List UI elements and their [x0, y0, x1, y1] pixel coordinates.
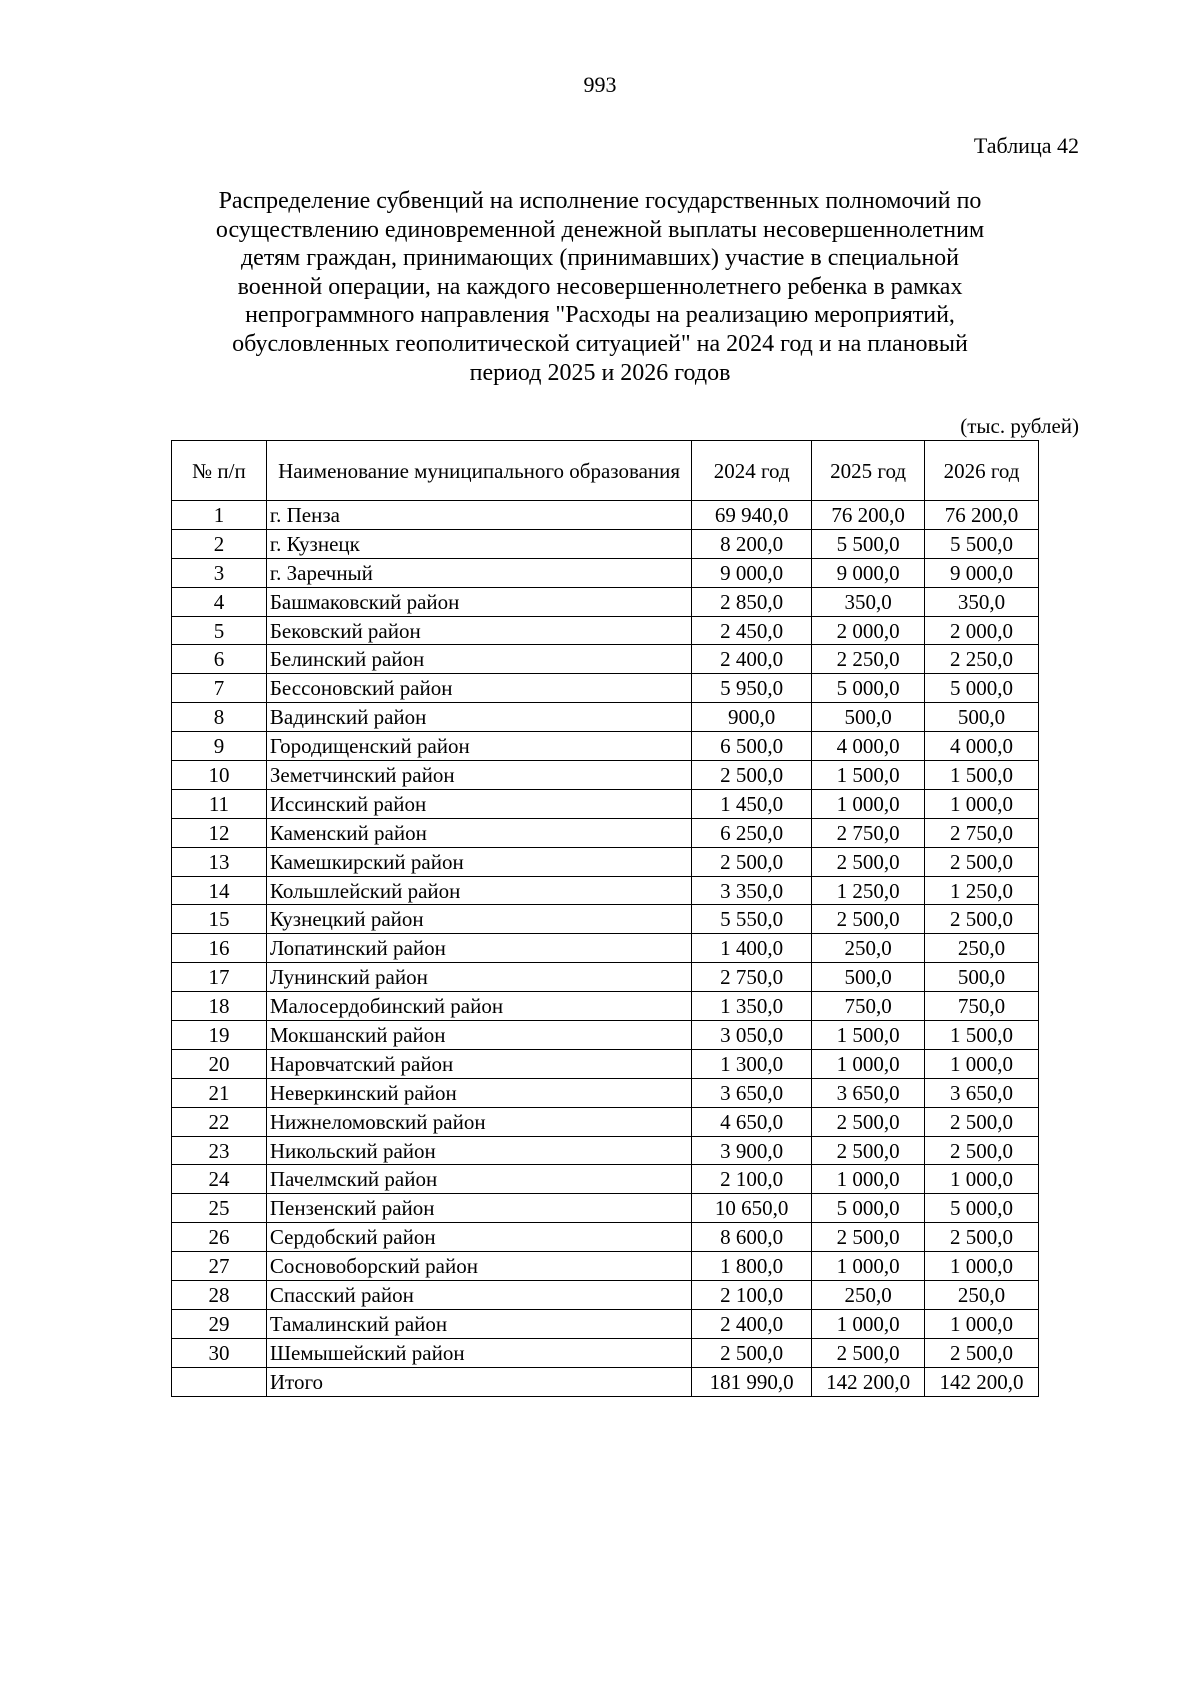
cell-name: Камешкирский район	[266, 847, 691, 876]
table-total-row	[172, 1367, 1039, 1396]
cell-2024: 6 250,0	[692, 818, 812, 847]
cell-2025: 250,0	[812, 934, 925, 963]
cell-2025: 250,0	[812, 1281, 925, 1310]
table-row	[172, 789, 1039, 818]
cell-num: 26	[172, 1223, 267, 1252]
cell-num: 8	[172, 703, 267, 732]
table-row	[172, 1194, 1039, 1223]
cell-num: 22	[172, 1107, 267, 1136]
cell-name: Лопатинский район	[266, 934, 691, 963]
title-line: детям граждан, принимающих (принимавших) участие в специальной	[240, 245, 960, 272]
table-row	[172, 1223, 1039, 1252]
cell-name: Неверкинский район	[266, 1078, 691, 1107]
cell-num: 3	[172, 558, 267, 587]
units-label: (тыс. рублей)	[960, 414, 1079, 438]
cell-2025: 2 500,0	[812, 905, 925, 934]
cell-num: 14	[172, 876, 267, 905]
cell-2024: 2 750,0	[692, 963, 812, 992]
cell-name: Вадинский район	[266, 703, 691, 732]
cell-name: Наровчатский район	[266, 1049, 691, 1078]
table-row	[172, 992, 1039, 1021]
cell-2024: 2 400,0	[692, 645, 812, 674]
cell-2024: 2 500,0	[692, 847, 812, 876]
cell-2026: 350,0	[925, 587, 1039, 616]
cell-2024: 3 650,0	[692, 1078, 812, 1107]
cell-2025: 750,0	[812, 992, 925, 1021]
cell-name: Лунинский район	[266, 963, 691, 992]
cell-2024: 1 450,0	[692, 789, 812, 818]
cell-2026: 4 000,0	[925, 732, 1039, 761]
cell-2026: 2 500,0	[925, 1136, 1039, 1165]
cell-name: Малосердобинский район	[266, 992, 691, 1021]
cell-num: 21	[172, 1078, 267, 1107]
cell-2025: 5 000,0	[812, 1194, 925, 1223]
document-title	[130, 187, 1070, 387]
cell-name: Пензенский район	[266, 1194, 691, 1223]
cell-2025: 2 000,0	[812, 616, 925, 645]
subvention-table	[171, 440, 1039, 1397]
cell-2024: 10 650,0	[692, 1194, 812, 1223]
cell-name: Тамалинский район	[266, 1309, 691, 1338]
cell-2024: 9 000,0	[692, 558, 812, 587]
cell-num: 30	[172, 1338, 267, 1367]
cell-name: Каменский район	[266, 818, 691, 847]
cell-num: 11	[172, 789, 267, 818]
cell-name: Иссинский район	[266, 789, 691, 818]
cell-2024: 3 900,0	[692, 1136, 812, 1165]
cell-2025: 2 500,0	[812, 1223, 925, 1252]
cell-2026: 1 000,0	[925, 1309, 1039, 1338]
cell-2025: 142 200,0	[812, 1367, 925, 1396]
cell-2026: 2 500,0	[925, 905, 1039, 934]
cell-num	[172, 1367, 267, 1396]
cell-name: Спасский район	[266, 1281, 691, 1310]
table-body	[172, 501, 1039, 1397]
cell-2026: 2 250,0	[925, 645, 1039, 674]
header-2024: 2024 год	[692, 441, 812, 501]
cell-num: 7	[172, 674, 267, 703]
cell-name: Итого	[266, 1367, 691, 1396]
cell-2025: 2 750,0	[812, 818, 925, 847]
cell-2024: 2 850,0	[692, 587, 812, 616]
cell-2026: 76 200,0	[925, 501, 1039, 530]
table-row	[172, 558, 1039, 587]
cell-2025: 1 000,0	[812, 1049, 925, 1078]
table-row	[172, 1049, 1039, 1078]
cell-2026: 3 650,0	[925, 1078, 1039, 1107]
cell-2025: 1 000,0	[812, 1252, 925, 1281]
cell-2026: 1 000,0	[925, 1165, 1039, 1194]
cell-2025: 1 500,0	[812, 761, 925, 790]
cell-num: 24	[172, 1165, 267, 1194]
table-row	[172, 818, 1039, 847]
cell-2025: 3 650,0	[812, 1078, 925, 1107]
cell-num: 16	[172, 934, 267, 963]
cell-num: 2	[172, 529, 267, 558]
cell-2024: 2 450,0	[692, 616, 812, 645]
cell-2026: 1 250,0	[925, 876, 1039, 905]
page-number: 993	[583, 72, 617, 97]
table-row	[172, 847, 1039, 876]
table-header-row	[172, 441, 1039, 501]
cell-2024: 3 350,0	[692, 876, 812, 905]
cell-num: 1	[172, 501, 267, 530]
cell-name: Земетчинский район	[266, 761, 691, 790]
cell-num: 19	[172, 1021, 267, 1050]
cell-2025: 2 500,0	[812, 1136, 925, 1165]
table-row	[172, 1021, 1039, 1050]
cell-num: 27	[172, 1252, 267, 1281]
table-row	[172, 645, 1039, 674]
title-line: обусловленных геополитической ситуацией" на 2024 год и на плановый	[232, 330, 968, 357]
table-row	[172, 1165, 1039, 1194]
cell-num: 15	[172, 905, 267, 934]
cell-num: 13	[172, 847, 267, 876]
cell-2024: 6 500,0	[692, 732, 812, 761]
table-row	[172, 703, 1039, 732]
header-2025: 2025 год	[812, 441, 925, 501]
cell-2026: 1 500,0	[925, 761, 1039, 790]
cell-num: 4	[172, 587, 267, 616]
table-row	[172, 963, 1039, 992]
cell-2025: 1 500,0	[812, 1021, 925, 1050]
cell-2025: 9 000,0	[812, 558, 925, 587]
cell-num: 5	[172, 616, 267, 645]
cell-2026: 2 500,0	[925, 1338, 1039, 1367]
table-row	[172, 529, 1039, 558]
cell-2025: 2 500,0	[812, 1107, 925, 1136]
table-row	[172, 1338, 1039, 1367]
table-row	[172, 1078, 1039, 1107]
cell-2024: 1 800,0	[692, 1252, 812, 1281]
cell-num: 6	[172, 645, 267, 674]
table-row	[172, 1309, 1039, 1338]
cell-2026: 1 500,0	[925, 1021, 1039, 1050]
title-line: непрограммного направления "Расходы на реализацию мероприятий,	[245, 302, 955, 329]
title-line: военной операции, на каждого несовершеннолетнего ребенка в рамках	[237, 273, 963, 300]
cell-2026: 5 500,0	[925, 529, 1039, 558]
cell-name: Пачелмский район	[266, 1165, 691, 1194]
cell-2025: 4 000,0	[812, 732, 925, 761]
cell-name: Бековский район	[266, 616, 691, 645]
cell-2026: 2 500,0	[925, 1107, 1039, 1136]
cell-name: Нижнеломовский район	[266, 1107, 691, 1136]
cell-2026: 1 000,0	[925, 789, 1039, 818]
cell-2024: 2 500,0	[692, 761, 812, 790]
cell-2024: 2 100,0	[692, 1281, 812, 1310]
table-row	[172, 934, 1039, 963]
cell-num: 20	[172, 1049, 267, 1078]
cell-num: 12	[172, 818, 267, 847]
cell-num: 23	[172, 1136, 267, 1165]
cell-num: 9	[172, 732, 267, 761]
cell-2024: 5 950,0	[692, 674, 812, 703]
title-line: Распределение субвенций на исполнение государственных полномочий по	[218, 188, 982, 214]
table-row	[172, 761, 1039, 790]
cell-name: г. Заречный	[266, 558, 691, 587]
cell-name: Башмаковский район	[266, 587, 691, 616]
cell-2026: 2 000,0	[925, 616, 1039, 645]
cell-2024: 69 940,0	[692, 501, 812, 530]
table-row	[172, 674, 1039, 703]
cell-2024: 1 400,0	[692, 934, 812, 963]
cell-name: Кузнецкий район	[266, 905, 691, 934]
cell-name: Бессоновский район	[266, 674, 691, 703]
cell-name: г. Кузнецк	[266, 529, 691, 558]
cell-2024: 4 650,0	[692, 1107, 812, 1136]
table-row	[172, 732, 1039, 761]
cell-2024: 3 050,0	[692, 1021, 812, 1050]
cell-2024: 2 500,0	[692, 1338, 812, 1367]
cell-name: Шемышейский район	[266, 1338, 691, 1367]
table-row	[172, 876, 1039, 905]
cell-num: 17	[172, 963, 267, 992]
cell-name: Никольский район	[266, 1136, 691, 1165]
cell-name: Белинский район	[266, 645, 691, 674]
cell-2026: 9 000,0	[925, 558, 1039, 587]
cell-name: Кольшлейский район	[266, 876, 691, 905]
cell-2025: 2 250,0	[812, 645, 925, 674]
table-row	[172, 1136, 1039, 1165]
cell-2025: 1 000,0	[812, 789, 925, 818]
header-num: № п/п	[172, 441, 267, 501]
table-row	[172, 905, 1039, 934]
table-row	[172, 616, 1039, 645]
table-row	[172, 501, 1039, 530]
cell-2026: 250,0	[925, 1281, 1039, 1310]
cell-2025: 1 000,0	[812, 1309, 925, 1338]
cell-2024: 8 600,0	[692, 1223, 812, 1252]
cell-2024: 5 550,0	[692, 905, 812, 934]
cell-2026: 250,0	[925, 934, 1039, 963]
cell-2026: 2 500,0	[925, 847, 1039, 876]
cell-2024: 8 200,0	[692, 529, 812, 558]
title-line: период 2025 и 2026 годов	[469, 359, 731, 386]
cell-2025: 5 000,0	[812, 674, 925, 703]
cell-2026: 500,0	[925, 963, 1039, 992]
table-row	[172, 1281, 1039, 1310]
cell-name: Сосновоборский район	[266, 1252, 691, 1281]
cell-2026: 500,0	[925, 703, 1039, 732]
cell-2025: 500,0	[812, 703, 925, 732]
cell-2024: 1 350,0	[692, 992, 812, 1021]
table-label: Таблица 42	[973, 133, 1079, 158]
cell-name: г. Пенза	[266, 501, 691, 530]
cell-num: 10	[172, 761, 267, 790]
cell-num: 28	[172, 1281, 267, 1310]
cell-name: Мокшанский район	[266, 1021, 691, 1050]
title-line: осуществлению единовременной денежной выплаты несовершеннолетним	[215, 216, 985, 243]
cell-2026: 750,0	[925, 992, 1039, 1021]
cell-2026: 2 500,0	[925, 1223, 1039, 1252]
cell-name: Сердобский район	[266, 1223, 691, 1252]
cell-2026: 1 000,0	[925, 1049, 1039, 1078]
table-row	[172, 587, 1039, 616]
cell-2024: 1 300,0	[692, 1049, 812, 1078]
cell-2025: 1 000,0	[812, 1165, 925, 1194]
cell-2026: 1 000,0	[925, 1252, 1039, 1281]
header-2026: 2026 год	[925, 441, 1039, 501]
cell-num: 18	[172, 992, 267, 1021]
table-row	[172, 1252, 1039, 1281]
cell-2024: 900,0	[692, 703, 812, 732]
cell-2024: 2 100,0	[692, 1165, 812, 1194]
cell-2026: 5 000,0	[925, 674, 1039, 703]
cell-num: 29	[172, 1309, 267, 1338]
cell-2026: 5 000,0	[925, 1194, 1039, 1223]
cell-2024: 2 400,0	[692, 1309, 812, 1338]
cell-2026: 2 750,0	[925, 818, 1039, 847]
header-name: Наименование муниципального образования	[266, 441, 691, 501]
cell-2025: 500,0	[812, 963, 925, 992]
cell-2025: 76 200,0	[812, 501, 925, 530]
cell-2025: 350,0	[812, 587, 925, 616]
cell-2025: 1 250,0	[812, 876, 925, 905]
cell-2026: 142 200,0	[925, 1367, 1039, 1396]
cell-2024: 181 990,0	[692, 1367, 812, 1396]
cell-2025: 2 500,0	[812, 847, 925, 876]
cell-num: 25	[172, 1194, 267, 1223]
table-row	[172, 1107, 1039, 1136]
cell-name: Городищенский район	[266, 732, 691, 761]
cell-2025: 2 500,0	[812, 1338, 925, 1367]
cell-2025: 5 500,0	[812, 529, 925, 558]
